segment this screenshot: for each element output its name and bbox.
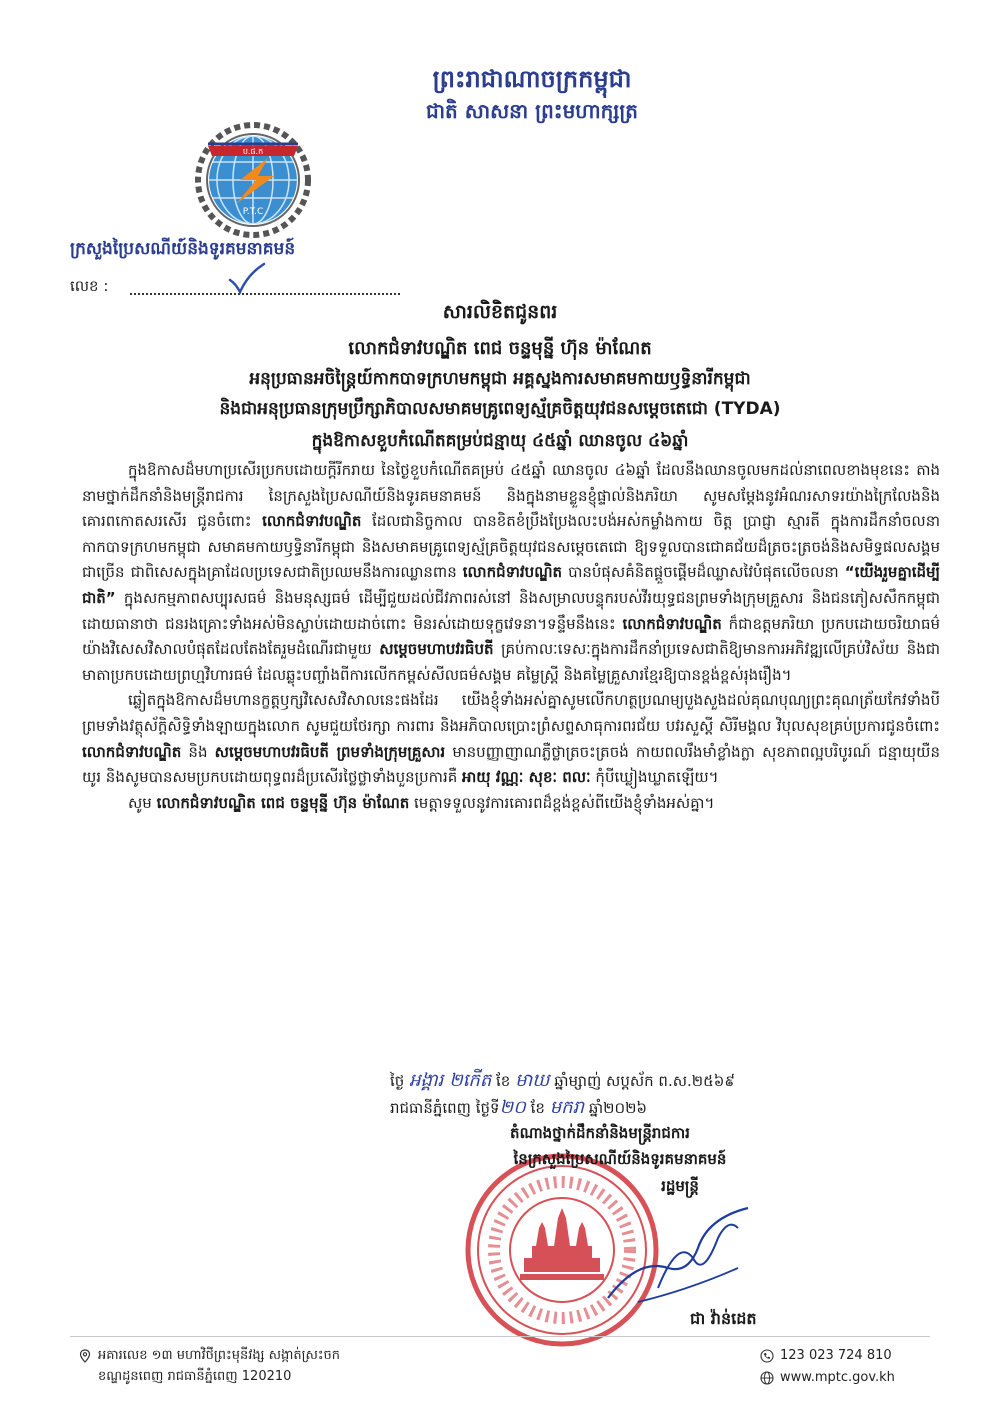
bold-text: លោកជំទាវបណ្ឌិត (622, 614, 722, 633)
address-line-2 (78, 1366, 578, 1387)
bold-text: “យើងរួមគ្នាដើម្បីជាតិ” (82, 563, 940, 607)
logo-bottom-text: P.T.C (242, 207, 264, 217)
signatory-ministry: នៃក្រសួងប្រៃសណីយ៍និងទូរគមនាគមន៍ (513, 1150, 727, 1168)
date-label: ឆ្នាំ២០២៦ (588, 1099, 648, 1117)
footer-address (78, 1345, 578, 1387)
text-span: ក្នុងឱកាសដ៏មហាប្រសើរប្រកបដោយក្តីរីករាយ នៃថ្ងៃខួបកំណើតគម្រប់ ៤៥ឆ្នាំ ឈានចូល ៤៦ឆ្នាំ ដែលនឹងឈានចូលមកដល់នាពេលខាងមុខនេះ តាងនាមថ្នាក់ដឹកនាំនិងមន្ត្រីរាជការ នៃក្រសួងប្រៃសណីយ៍និងទូរគមនាគមន៍ និងក្នុងនាមខ្លួនខ្ញុំផ្ទាល់និងភរិយា សូមសម្តែងនូវអំណរសាទរយ៉ាងក្រៃលែងនិងគោរពកោតសរសើរ ជូនចំពោះ (82, 461, 940, 531)
date-label: ឆ្នាំម្សាញ់ សប្តស័ក ព.ស.២៥៦៩ (554, 1072, 735, 1090)
footer-contact (760, 1345, 960, 1389)
paragraph-3 (82, 791, 940, 817)
solar-date (390, 1095, 910, 1122)
date-label: រាជធានីភ្នំពេញ ថ្ងៃទី (390, 1099, 500, 1117)
website-link[interactable]: www.mptc.gov.kh (780, 1370, 895, 1385)
phone-icon (760, 1349, 774, 1363)
bold-text: សម្តេចមហាបវរធិបតី (379, 640, 494, 659)
address-text: ខណ្ឌដូនពេញ រាជធានីភ្នំពេញ 120210 (98, 1369, 292, 1384)
lunar-date (390, 1068, 910, 1095)
ministry-logo (178, 110, 328, 240)
phone-line (760, 1345, 960, 1367)
website-line (760, 1367, 960, 1389)
text-span: មេត្តាទទួលនូវការគោរពដ៏ខ្ពង់ខ្ពស់ពីយើងខ្ញុំទាំងអស់គ្នា។ (409, 793, 715, 812)
bold-text: លោកជំទាវបណ្ឌិត (262, 512, 362, 531)
handwritten-day: ២០ (499, 1097, 526, 1118)
text-span: ឆ្លៀតក្នុងឱកាសដ៏មហានក្ខត្តឫក្សវិសេសវិសាលនេះផងដែរ យើងខ្ញុំទាំងអស់គ្នាសូមលើកហត្ថប្រណម្យបួងសួងដល់គុណបុណ្យព្រះគុណត្រ័យកែវទាំងបី ព្រមទាំងវត្ថុស័ក្តិសិទ្ធិទាំងឡាយក្នុងលោក សូមជួយថែរក្សា ការពារ និងអភិបាលប្រោះព្រំសព្ទសាធុការពរជ័យ បវរសួស្តី សិរីមង្គល វិបុលសុខគ្រប់ប្រការជូនចំពោះ (82, 691, 940, 735)
signatory-title: រដ្ឋមន្ត្រី (661, 1177, 699, 1195)
signatory-role: តំណាងថ្នាក់ដឹកនាំនិងមន្ត្រីរាជការ (510, 1124, 690, 1142)
paragraph-1 (82, 458, 940, 688)
address-text: អគារលេខ ១៣ មហាវិថីព្រះមុនីវង្ស សង្កាត់ស្រះចក (98, 1348, 341, 1363)
letter-title: សារលិខិតជូនពរ (442, 301, 558, 323)
text-span: ក៏ជាឧត្តមភរិយា ប្រកបដោយចរិយាធម៌យ៉ាងវិសេសវិសាលបំផុតដែលតែងតែរួមដំណើរជាមួយ (82, 614, 940, 659)
text-span: កុំបីឃ្លៀងឃ្លាតឡើយ។ (590, 768, 719, 787)
bold-text: លោកជំទាវបណ្ឌិត (462, 563, 563, 582)
handwritten-lunar-day: អង្គារ ២កើត (409, 1070, 492, 1091)
text-span: គ្រប់កាលៈទេសៈក្នុងការដឹកនាំប្រទេសជាតិឱ្យមានការអភិវឌ្ឍលើគ្រប់វិស័យ និងជាមាតាប្រកបដោយព្រហ្មវិហារធម៌ ដែលឆ្លុះបញ្ចាំងពីការលើកកម្ពស់សីលធម៌សង្គម គម្លៃស្ត្រី និងគម្លៃគ្រួសារខ្មែរឱ្យបានខ្ពង់ខ្ពស់រុងរឿង។ (82, 640, 940, 684)
handwritten-month: មករា (549, 1097, 585, 1118)
paragraph-2 (82, 688, 940, 790)
recipient-role-1: អនុប្រធានអចិន្ត្រៃយ៍កាកបាទក្រហមកម្ពុជា អគ្គស្នងការសមាគមកាយឫទ្ធិនារីកម្ពុជា (249, 369, 751, 389)
signatory-name: ជា វ៉ាន់ដេត (690, 1309, 757, 1328)
logo-top-text: ប.ផ.ក (242, 147, 264, 156)
kingdom-title: ព្រះរាជាណាចក្រកម្ពុជា (432, 65, 632, 93)
globe-icon (760, 1371, 774, 1385)
bold-text: សម្តេចមហាបវរធិបតី ព្រមទាំងក្រុមគ្រួសារ (214, 742, 446, 761)
footer-divider (70, 1336, 930, 1337)
letter-body (82, 458, 940, 816)
text-span: និង (181, 742, 215, 761)
date-label: ខែ (530, 1099, 545, 1117)
handwritten-lunar-month: មាឃ (515, 1070, 550, 1091)
text-span: សូម (128, 793, 157, 812)
recipient-role-2: និងជាអនុប្រធានក្រុមប្រឹក្សាភិបាលសមាគមគ្រូពេទ្យស្ម័គ្រចិត្តយុវជនសម្តេចតេជោ (TYDA) (219, 399, 781, 419)
text-span: ដែលជានិច្ចកាល បានខិតខំប្រឹងប្រែងលះបង់អស់កម្លាំងកាយ ចិត្ត ប្រាជ្ញា ស្មារតី ក្នុងការដឹកនាំចលនាកាកបាទក្រហមកម្ពុជា សមាគមកាយឫទ្ធិនារីកម្ពុជា និងសមាគមគ្រូពេទ្យស្ម័គ្រចិត្តយុវជនសម្តេចតេជោ ឱ្យទទួលបានជោគជ័យដ៏ត្រចះត្រចង់និងសមិទ្ធផលសង្គមជាច្រើន ជាពិសេសក្នុងគ្រាដែលប្រទេសជាតិប្រឈមនឹងការឈ្លានពាន (82, 512, 940, 582)
national-motto: ជាតិ សាសនា ព្រះមហាក្សត្រ (426, 99, 638, 123)
bold-text: អាយុ វណ្ណៈ សុខៈ ពលៈ (462, 768, 591, 787)
bold-text: លោកជំទាវបណ្ឌិត (82, 742, 182, 761)
handwritten-signature (598, 1198, 758, 1318)
ministry-name: ក្រសួងប្រៃសណីយ៍និងទូរគមនាគមន៍ (70, 239, 296, 259)
text-span: បានបំផុសគំនិតផ្តួចផ្តើមដ៏ឈ្លាសវៃបំផុតលើចលនា (562, 563, 845, 582)
bold-text: លោកជំទាវបណ្ឌិត ពេជ ចន្ទមុន្នី ហ៊ុន ម៉ាណែត (156, 793, 410, 812)
date-label: ថ្ងៃ (390, 1072, 405, 1090)
occasion-line: ក្នុងឱកាសខួបកំណើតគម្រប់ជន្មាយុ ៤៥ឆ្នាំ ឈានចូល ៤៦ឆ្នាំ (311, 431, 689, 451)
address-line-1 (78, 1345, 578, 1366)
recipient-name: លោកជំទាវបណ្ឌិត ពេជ ចន្ទមុន្នី ហ៊ុន ម៉ាណែត (348, 338, 652, 359)
check-mark-icon (226, 262, 266, 296)
location-pin-icon (78, 1349, 92, 1363)
text-span: ក្នុងសកម្មភាពសប្បុរសធម៌ និងមនុស្សធម៌ ដើម្បីជួយដល់ជីវភាពរស់នៅ និងសម្រាលបន្ទុករបស់វីរយុទ្ធជនព្រមទាំងក្រុមគ្រួសារ និងជនភៀសសឹកកម្ពុជា ដោយធានាថា ជនរងគ្រោះទាំងអស់មិនស្លាប់ដោយដាច់ពោះ មិនរស់ដោយទុក្ខវេទនា។ទន្ទឹមនឹងនេះ (82, 588, 940, 633)
phone-number: 123 023 724 810 (780, 1348, 892, 1363)
date-label: ខែ (496, 1072, 511, 1090)
reference-label: លេខ : (70, 277, 109, 295)
text-span: មានបញ្ញាញាណភ្លឺថ្លាត្រចះត្រចង់ កាយពលរឹងមាំខ្លាំងក្លា សុខភាពល្អបរិបូរណ៍ ជន្មាយុយឺនយូរ និងសូមបានសមប្រកបដោយពុទ្ធពរដ៏ប្រសើរថ្លៃថ្លាទាំងបួនប្រការគឺ (82, 742, 940, 787)
